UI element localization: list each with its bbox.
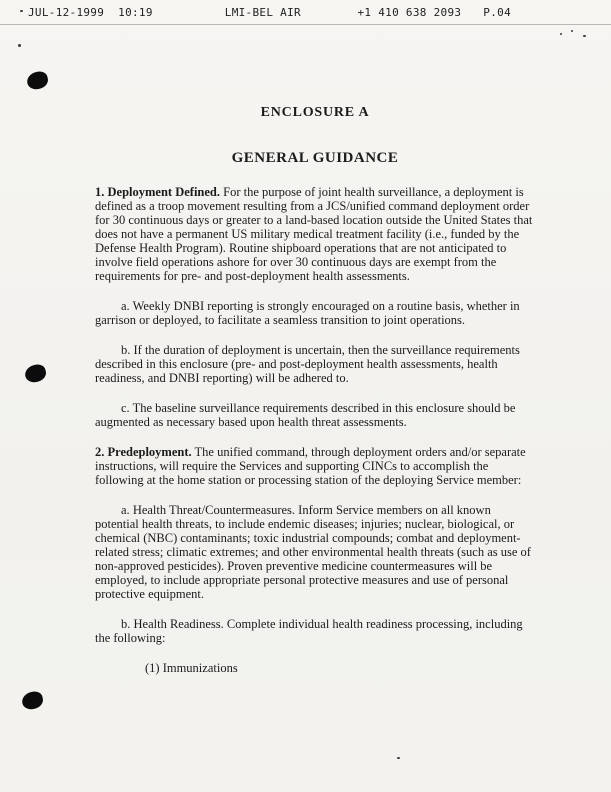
paragraph-1c-baseline-surveillance <box>95 401 535 429</box>
paragraph-label: Predeployment. <box>107 445 192 459</box>
scan-speck <box>18 44 21 47</box>
paragraph-text: For the purpose of joint health surveillance, a deployment is defined as a troop movement resulting from a JCS/unified command deployment order for 30 continuous days or greater to a land-based location outside the United States that does not have a permanent US military medical treatment facility (i.e., funded by the Defense Health Program). Routine shipboard operations that are not anticipated to involve field operations ashore for over 30 continuous days are exempt from the requirements for pre- and post-deployment health assessments. <box>95 185 533 283</box>
fax-date: JUL-12-1999 <box>28 6 105 19</box>
scan-speck <box>397 757 400 759</box>
paragraph-predeployment <box>95 445 535 487</box>
paragraph-number: b. <box>121 343 131 357</box>
paragraph-number: a. <box>121 503 130 517</box>
fax-header-divider <box>0 24 611 25</box>
paragraph-text: If the duration of deployment is uncertain, then the surveillance requirements described in this enclosure (pre- and post-deployment health assessments, health readiness, and DNBI reporting) will be adhered to. <box>95 343 520 385</box>
paragraph-2b1-immunizations <box>145 661 535 675</box>
fax-time: 10:19 <box>118 6 153 19</box>
paragraph-2b-health-readiness <box>95 617 535 645</box>
paragraph-number: (1) <box>145 661 160 675</box>
document-title: ENCLOSURE A <box>260 105 370 120</box>
paragraph-number: 2. <box>95 445 105 459</box>
paragraph-label: Health Readiness. <box>133 617 224 631</box>
document-body <box>95 105 535 691</box>
paragraph-text: The unified command, through deployment orders and/or separate instructions, will require the Services and supporting CINCs to accomplish the following at the home station or processing station of the deploying Service member: <box>95 445 526 487</box>
paragraph-number: b. <box>121 617 131 631</box>
scan-speck <box>583 35 586 37</box>
hole-punch-mark <box>20 690 44 712</box>
hole-punch-mark <box>25 70 49 92</box>
paragraph-text: Weekly DNBI reporting is strongly encouraged on a routine basis, whether in garrison or deployed, to facilitate a seamless transition to joint operations. <box>95 299 520 327</box>
paragraph-1a-dnbi-reporting <box>95 299 535 327</box>
paragraph-text: Complete individual health readiness processing, including the following: <box>95 617 523 645</box>
paragraph-2a-health-threat <box>95 503 535 601</box>
document-heading: GENERAL GUIDANCE <box>231 150 399 166</box>
paragraph-number: 1. <box>95 185 105 199</box>
scan-speck <box>560 33 562 35</box>
paragraph-deployment-defined <box>95 185 535 283</box>
hole-punch-mark <box>23 363 47 385</box>
scan-speck <box>571 30 573 32</box>
fax-header <box>28 6 511 19</box>
fax-sender: LMI-BEL AIR <box>224 6 301 19</box>
paragraph-number: c. <box>121 401 130 415</box>
paragraph-text: The baseline surveillance requirements described in this enclosure should be augmented as necessary based upon health threat assessments. <box>95 401 516 429</box>
paragraph-1b-duration-uncertain <box>95 343 535 385</box>
paragraph-label: Deployment Defined. <box>107 185 220 199</box>
paragraph-text: Immunizations <box>162 661 238 675</box>
paragraph-number: a. <box>121 299 130 313</box>
paragraph-label: Health Threat/Countermeasures. <box>132 503 296 517</box>
fax-page-number: P.04 <box>483 6 511 19</box>
fax-phone-number: +1 410 638 2093 <box>357 6 462 19</box>
scan-speck <box>20 10 23 12</box>
paragraph-text: Inform Service members on all known potential health threats, to include endemic diseases; injuries; nuclear, biological, or chemical (NBC) contaminants; toxic industrial compounds; combat and deployment-related stress; climatic extremes; and other environmental health threats (such as use of non-approved pesticides). Proven preventive medicine countermeasures will be employed, to include appropriate personal protective measures and use of personal protective equipment. <box>95 503 531 601</box>
